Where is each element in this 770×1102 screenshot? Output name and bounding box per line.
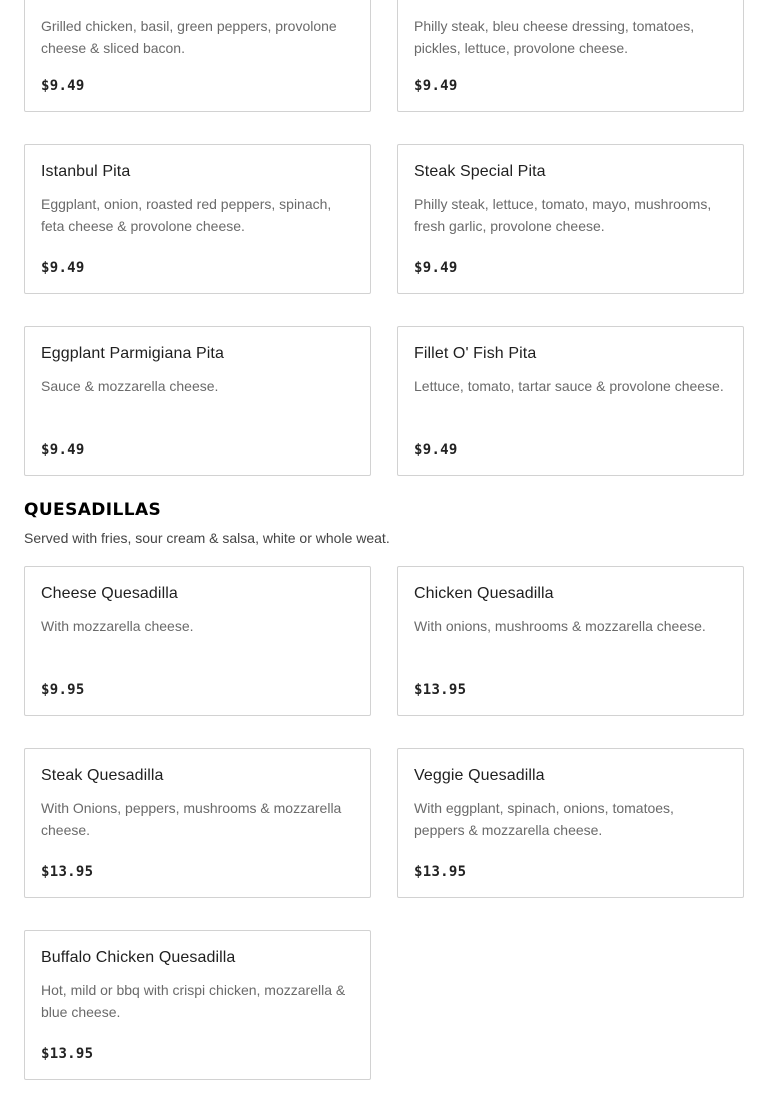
menu-item-name: Steak Quesadilla [41,767,164,784]
menu-item-description: Eggplant, onion, roasted red peppers, spinach, feta cheese & provolone cheese. [41,196,332,234]
menu-item-price: $9.49 [414,78,458,94]
menu-item-description: With eggplant, spinach, onions, tomatoes, peppers & mozzarella cheese. [414,800,674,838]
menu-item-description: Sauce & mozzarella cheese. [41,378,219,394]
menu-item-description: Philly steak, bleu cheese dressing, tomatoes, pickles, lettuce, provolone cheese. [414,18,695,56]
menu-item-description: Hot, mild or bbq with crispi chicken, mozzarella & blue cheese. [41,982,346,1020]
menu-item-card[interactable] [397,0,744,112]
menu-item-card[interactable] [397,144,744,294]
menu-item-card[interactable] [24,566,371,716]
menu-item-name: Buffalo Chicken Quesadilla [41,949,236,966]
menu-item-name: Steak Special Pita [414,163,546,180]
menu-item-name: Eggplant Parmigiana Pita [41,345,224,362]
menu-item-price: $9.49 [41,442,85,458]
menu-item-card[interactable] [24,144,371,294]
menu-item-description: With onions, mushrooms & mozzarella cheese. [414,618,706,634]
menu-item-description: Philly steak, lettuce, tomato, mayo, mushrooms, fresh garlic, provolone cheese. [414,196,712,234]
menu-item-price: $13.95 [41,864,94,880]
menu-item-name: Veggie Quesadilla [414,767,545,784]
menu-item-card[interactable] [397,566,744,716]
section-subtitle: Served with fries, sour cream & salsa, white or whole weat. [24,530,390,546]
menu-item-price: $9.95 [41,682,85,698]
menu-item-description: Grilled chicken, basil, green peppers, provolone cheese & sliced bacon. [41,18,337,56]
menu-item-name: Cheese Quesadilla [41,585,178,602]
menu-item-price: $9.49 [41,260,85,276]
menu-item-card[interactable] [397,748,744,898]
section-title: QUESADILLAS [24,500,162,520]
menu-item-price: $9.49 [41,78,85,94]
menu-item-card[interactable] [24,326,371,476]
menu-item-card[interactable] [24,930,371,1080]
menu-item-price: $13.95 [414,682,467,698]
menu-item-name: Chicken Quesadilla [414,585,554,602]
menu-item-description: Lettuce, tomato, tartar sauce & provolone cheese. [414,378,724,394]
menu-item-card[interactable] [24,0,371,112]
menu-item-card[interactable] [24,748,371,898]
menu-item-card[interactable] [397,326,744,476]
menu-item-price: $13.95 [414,864,467,880]
menu-item-description: With mozzarella cheese. [41,618,194,634]
menu-item-name: Fillet O' Fish Pita [414,345,537,362]
menu-item-price: $13.95 [41,1046,94,1062]
menu-item-name: Istanbul Pita [41,163,131,180]
menu-item-price: $9.49 [414,442,458,458]
menu-item-price: $9.49 [414,260,458,276]
menu-item-description: With Onions, peppers, mushrooms & mozzarella cheese. [41,800,342,838]
